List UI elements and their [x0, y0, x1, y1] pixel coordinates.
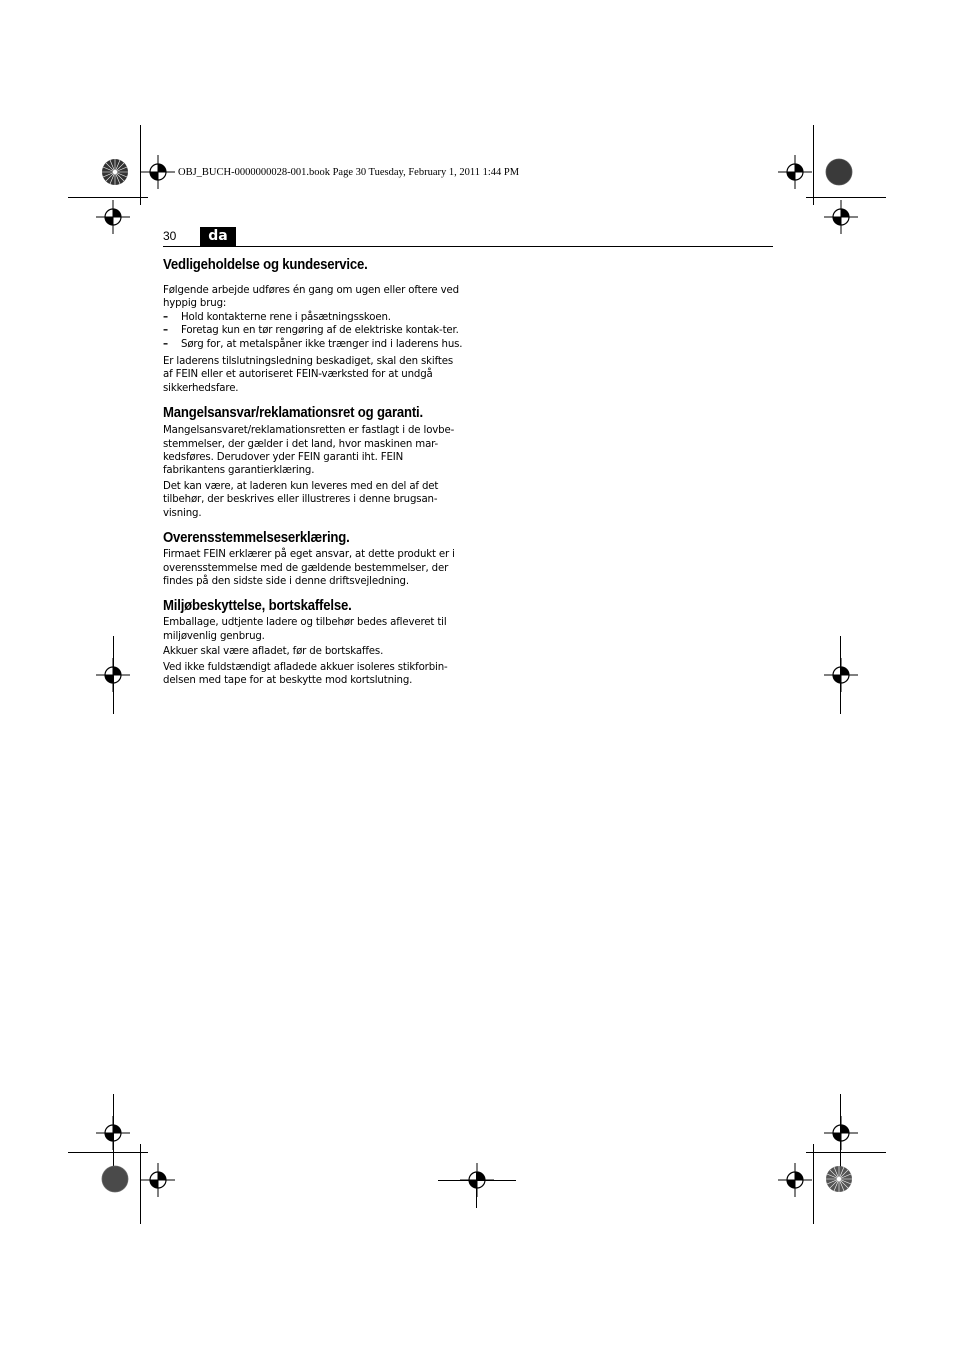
paragraph: Det kan være, at laderen kun leveres med en del af det tilbehør, der beskrives eller illustreres i denne brugsan-visning.	[163, 480, 439, 519]
registration-mark-icon	[141, 155, 175, 189]
gray-patch-icon	[101, 1165, 129, 1193]
section-title: Miljøbeskyttelse, bortskaffelse.	[163, 598, 352, 615]
paragraph: Mangelsansvaret/reklamationsretten er fastlagt i de lovbe-stemmelser, der gælder i det land, hvor maskinen mar-kedsføres. Derudover yder FEIN garanti iht. FEIN fabrikantens garantierklæring.	[163, 425, 455, 477]
crop-line	[813, 1144, 814, 1224]
registration-mark-icon	[141, 1163, 175, 1197]
crop-line	[68, 197, 148, 198]
paragraph: Følgende arbejde udføres én gang om ugen eller oftere ved hyppig brug:	[163, 285, 459, 310]
dash-marker: –	[163, 338, 168, 350]
registration-mark-icon	[778, 155, 812, 189]
page-content	[163, 257, 463, 687]
section-title: Vedligeholdelse og kundeservice.	[163, 257, 368, 273]
book-info-line: OBJ_BUCH-0000000028-001.book Page 30 Tuesday, February 1, 2011 1:44 PM	[178, 167, 520, 178]
registration-mark-icon	[96, 658, 130, 692]
dash-marker: –	[163, 325, 168, 337]
crop-line	[476, 1172, 477, 1208]
crop-line	[806, 197, 886, 198]
header-rule	[163, 246, 773, 247]
crop-line	[438, 1180, 516, 1181]
crop-line	[68, 1152, 148, 1153]
list-item: – Sørg for, at metalspåner ikke trænger ind i laderens hus.	[163, 338, 463, 350]
section-title: Mangelsansvar/reklamationsret og garanti.	[163, 405, 424, 422]
registration-mark-icon	[96, 200, 130, 234]
crop-line	[806, 1152, 886, 1153]
registration-mark-icon	[778, 1163, 812, 1197]
section-warranty	[163, 405, 463, 520]
crop-line	[813, 125, 814, 205]
color-wheel-icon	[101, 158, 129, 186]
section-environment	[163, 598, 463, 687]
list-item: – Hold kontakterne rene i påsætningsskoen.	[163, 311, 391, 323]
registration-mark-icon	[96, 1116, 130, 1150]
paragraph: Emballage, udtjente ladere og tilbehør bedes afleveret til miljøvenlig genbrug.	[163, 617, 447, 642]
paragraph: Akkuer skal være afladet, før de bortskaffes.	[163, 646, 384, 658]
page-number: 30	[163, 229, 177, 243]
language-badge: da	[200, 227, 236, 246]
section-title: Overensstemmelseserklæring.	[163, 530, 350, 547]
registration-mark-icon	[824, 1116, 858, 1150]
paragraph: Firmaet FEIN erklærer på eget ansvar, at dette produkt er i overensstemmelse med de gældende bestemmelser, der findes på den sidste side i denne driftsvejledning.	[163, 549, 455, 587]
paragraph: Er laderens tilslutningsledning beskadiget, skal den skiftes af FEIN eller et autoriseret FEIN-værksted for at undgå sikkerhedsfare.	[163, 356, 453, 394]
dash-marker: –	[163, 311, 168, 323]
section-maintenance	[163, 257, 463, 395]
color-wheel-icon	[825, 1165, 853, 1193]
section-conformity	[163, 530, 463, 588]
registration-mark-icon	[824, 658, 858, 692]
bullet-list	[163, 311, 463, 351]
registration-mark-icon	[824, 200, 858, 234]
paragraph: Ved ikke fuldstændigt afladede akkuer isoleres stikforbin-delsen med tape for at beskytte mod kortslutning.	[163, 661, 448, 686]
gray-patch-icon	[825, 158, 853, 186]
list-item: – Foretag kun en tør rengøring af de elektriske kontak-ter.	[163, 325, 459, 337]
